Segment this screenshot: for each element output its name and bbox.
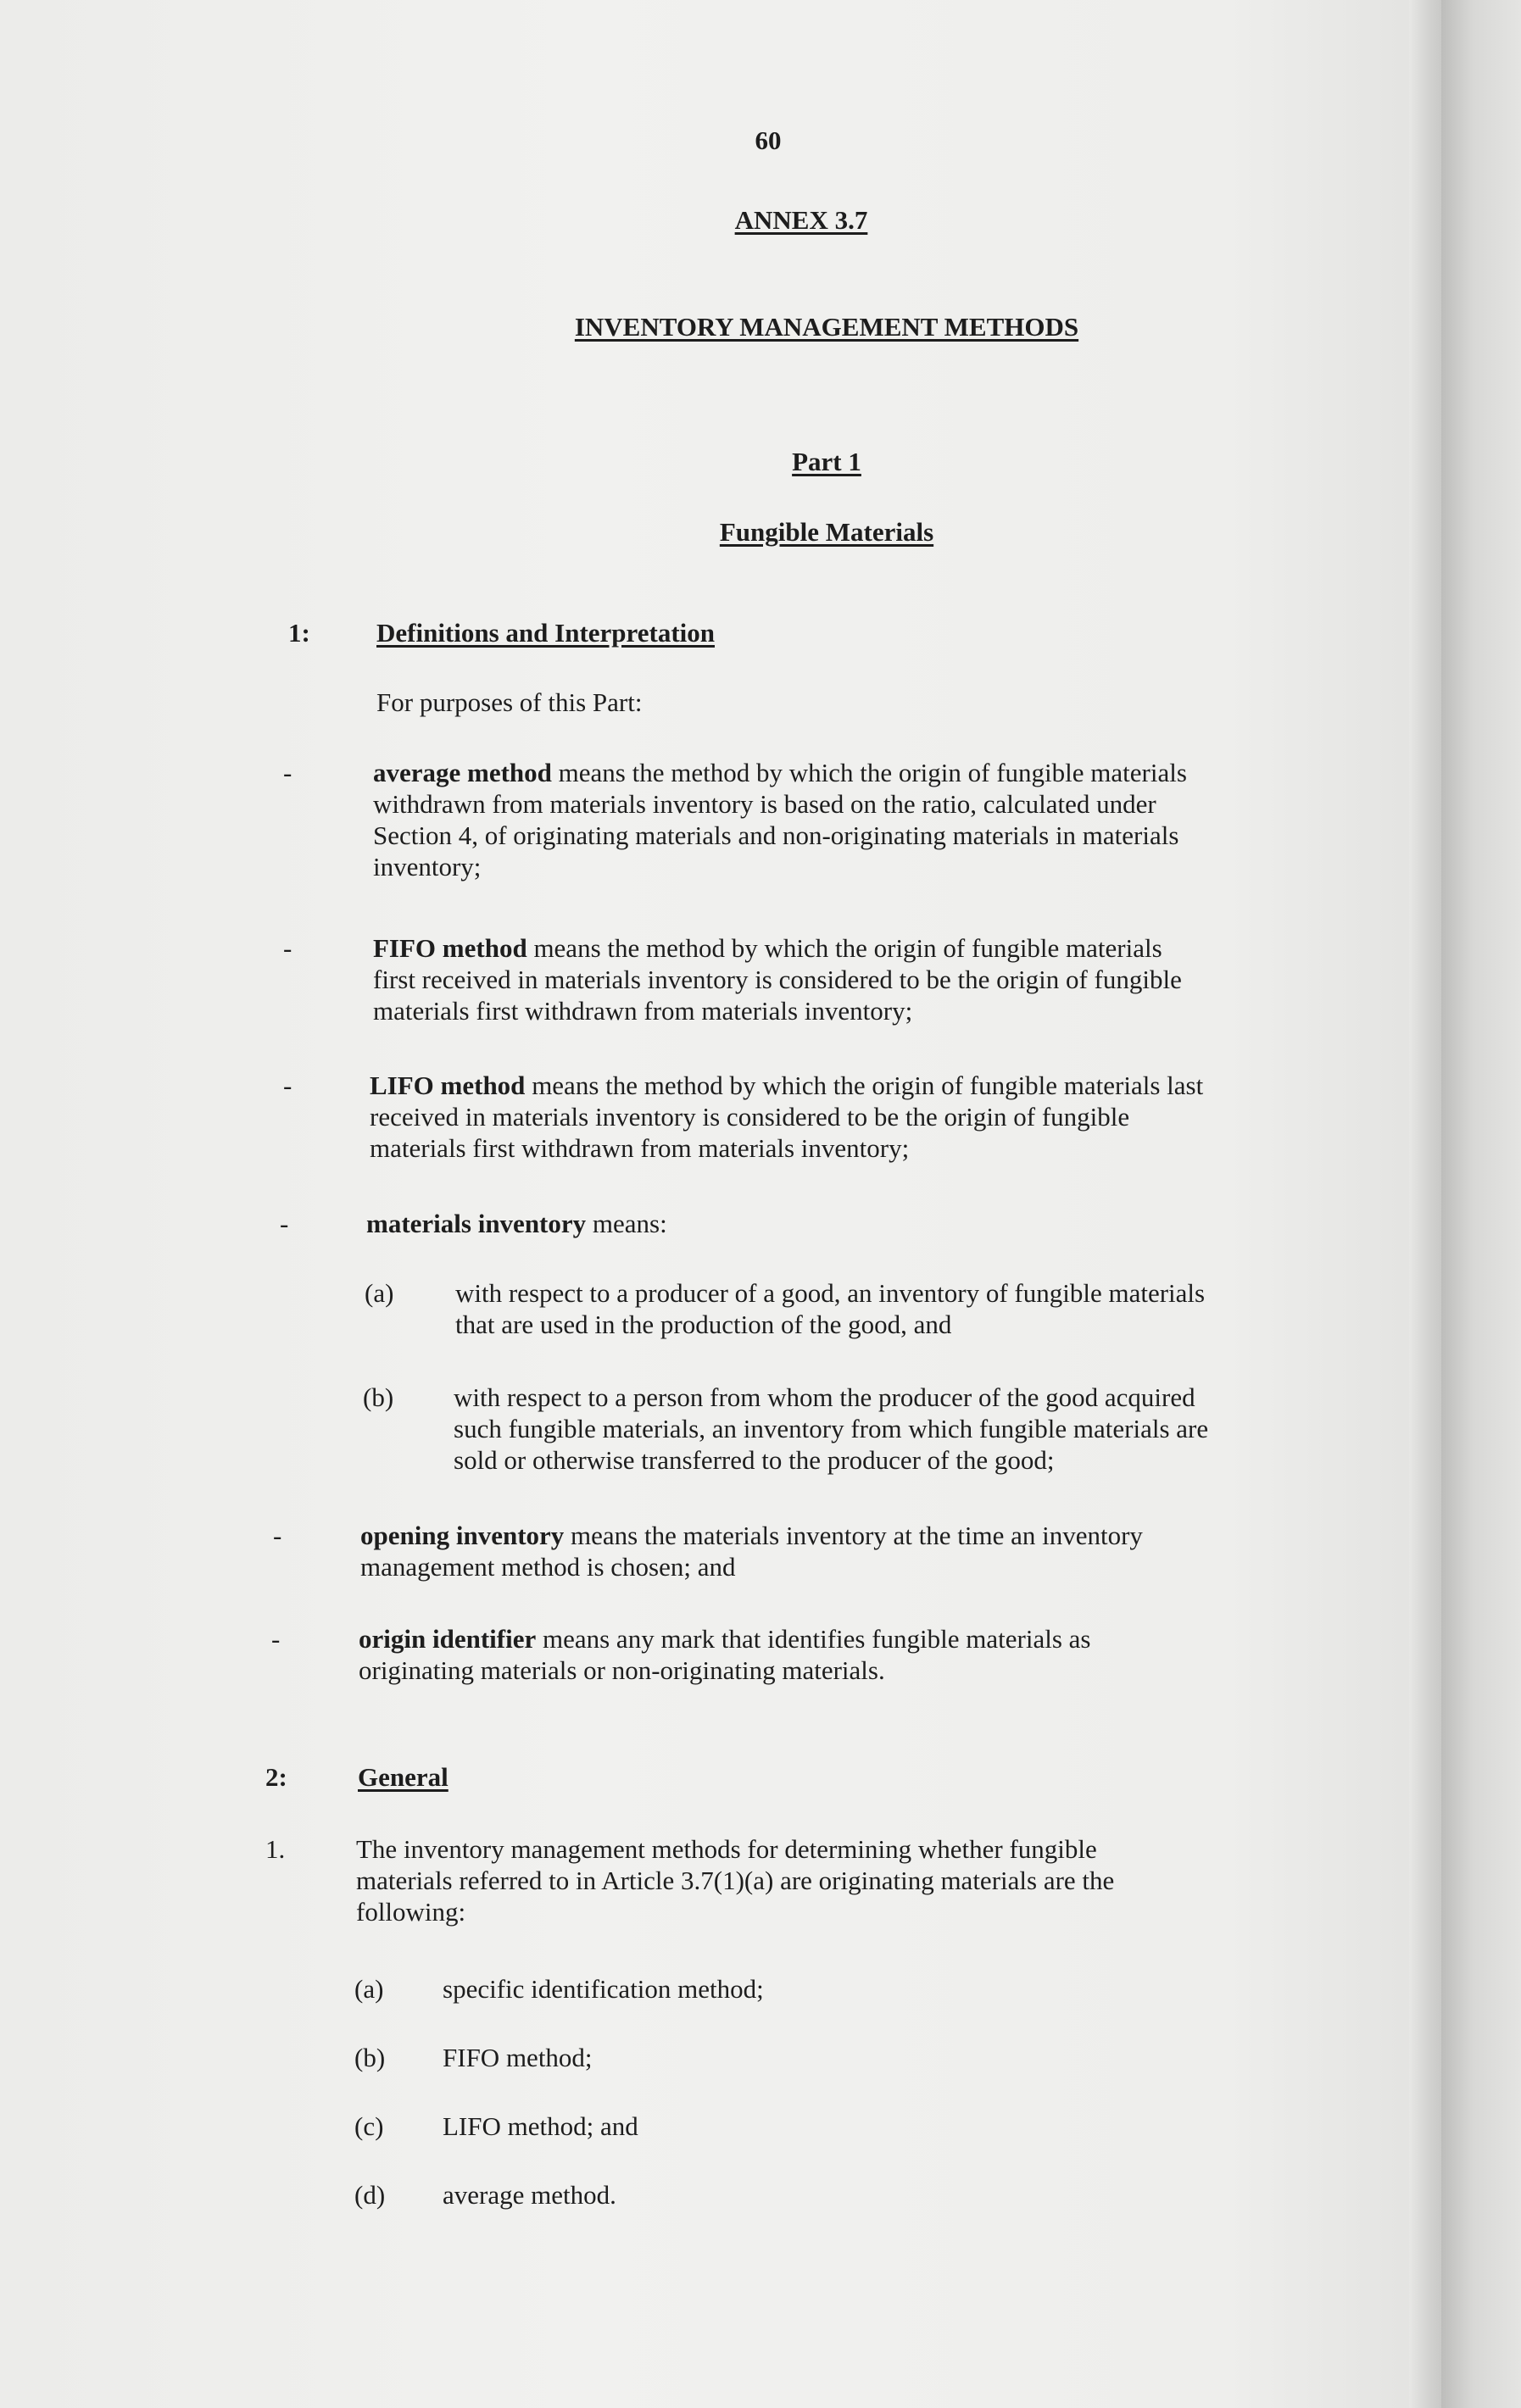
definition-average-method: average method means the method by which the origin of fungible materials withdrawn from materials inventory is based on the ratio, calculated under Section 4, of originating materials and non-originating materials in materials inventory; xyxy=(373,758,1187,881)
main-title: INVENTORY MANAGEMENT METHODS xyxy=(574,312,1079,342)
definition-term: FIFO method xyxy=(373,933,527,963)
method-item-d: average method. xyxy=(443,2180,616,2210)
materials-inventory-item-a: with respect to a producer of a good, an inventory of fungible materials that are used in the production of the good, and xyxy=(455,1278,1206,1339)
annex-title: ANNEX 3.7 xyxy=(734,205,868,235)
materials-inventory-item-b: with respect to a person from whom the producer of the good acquired such fungible materials, an inventory from which fungible materials are sold or otherwise transferred to the producer of the good; xyxy=(454,1382,1209,1475)
definition-materials-inventory: materials inventory means: xyxy=(366,1209,667,1238)
bullet-dash: - xyxy=(283,933,292,963)
method-item-b: FIFO method; xyxy=(443,2043,593,2072)
bullet-dash: - xyxy=(280,1209,289,1238)
list-label: (a) xyxy=(365,1278,394,1308)
bullet-dash: - xyxy=(273,1521,282,1550)
method-label-d: (d) xyxy=(354,2180,386,2210)
definition-fifo-method: FIFO method means the method by which the origin of fungible materials first received in materials inventory is considered to be the origin of fungible materials first withdrawn from materials inventory; xyxy=(373,933,1182,1026)
method-label-a: (a) xyxy=(354,1974,384,2004)
section-2-paragraph: The inventory management methods for determining whether fungible materials referred to in Article 3.7(1)(a) are originating materials are the following: xyxy=(356,1834,1115,1927)
definition-term: opening inventory xyxy=(360,1521,565,1550)
method-label-b: (b) xyxy=(354,2043,386,2072)
definition-term: LIFO method xyxy=(370,1071,526,1100)
definition-term: materials inventory xyxy=(366,1209,587,1238)
page-edge xyxy=(1409,0,1441,2408)
definition-term: origin identifier xyxy=(359,1624,537,1654)
bullet-dash: - xyxy=(283,758,292,787)
section-1-intro: For purposes of this Part: xyxy=(376,687,643,717)
part-subtitle: Fungible Materials xyxy=(719,517,934,547)
definition-lifo-method: LIFO method means the method by which the origin of fungible materials last received in materials inventory is considered to be the origin of fungible materials first withdrawn from materials inventory; xyxy=(370,1071,1204,1163)
bullet-dash: - xyxy=(283,1071,292,1100)
definition-term: average method xyxy=(373,758,552,787)
paragraph-number: 1. xyxy=(265,1834,286,1864)
definition-opening-inventory: opening inventory means the materials inventory at the time an inventory management method is chosen; and xyxy=(360,1521,1143,1582)
method-item-c: LIFO method; and xyxy=(443,2111,638,2141)
binder-margin xyxy=(1441,0,1521,2408)
section-1-number: 1: xyxy=(288,618,310,648)
page-number: 60 xyxy=(755,125,782,155)
definition-origin-identifier: origin identifier means any mark that identifies fungible materials as originating materials or non-originating materials. xyxy=(359,1624,1091,1685)
bullet-dash: - xyxy=(271,1624,281,1654)
method-label-c: (c) xyxy=(354,2111,384,2141)
section-2-number: 2: xyxy=(265,1762,287,1792)
list-label: (b) xyxy=(363,1382,394,1412)
part-title: Part 1 xyxy=(792,447,861,476)
method-item-a: specific identification method; xyxy=(443,1974,764,2004)
section-1-heading: Definitions and Interpretation xyxy=(376,618,716,648)
section-2-heading: General xyxy=(358,1762,448,1792)
